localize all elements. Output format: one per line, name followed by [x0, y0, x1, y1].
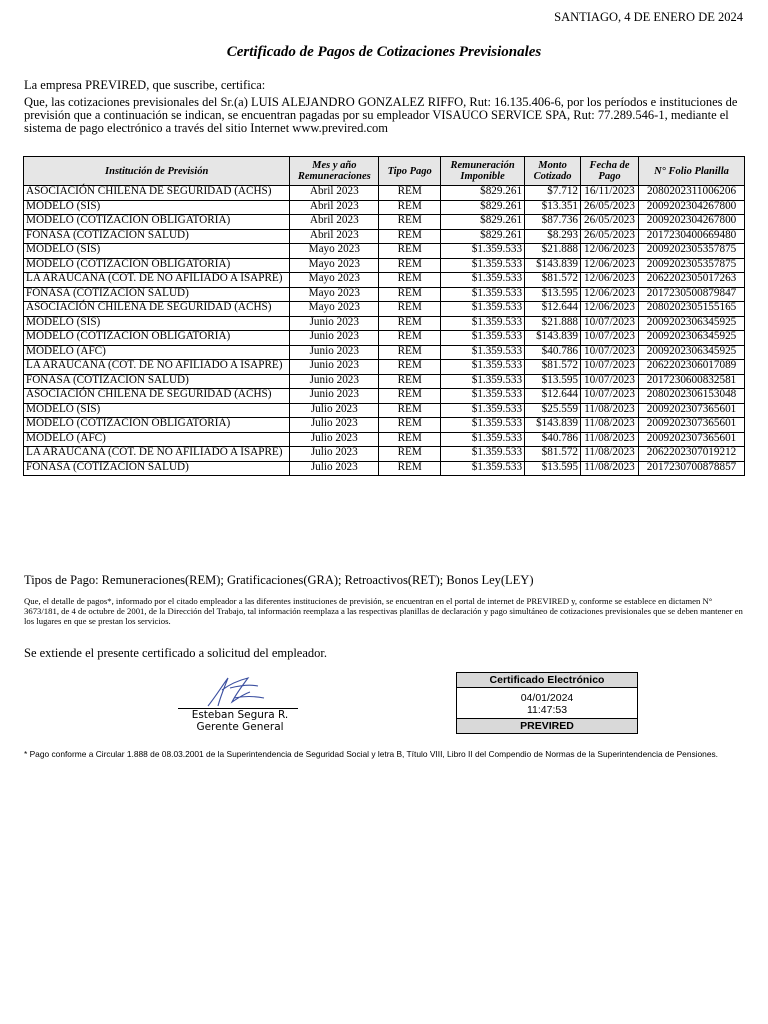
- cell-monto: $13.595: [525, 374, 581, 389]
- cell-mes-ano: Mayo 2023: [290, 273, 379, 288]
- cell-folio: 2009202304267800: [639, 215, 745, 230]
- cell-tipo-pago: REM: [379, 461, 441, 476]
- certification-body: Que, las cotizaciones previsionales del Sr.(a) LUIS ALEJANDRO GONZALEZ RIFFO, Rut: 16.135.406-6, por los períodos e instituciones de previsión que a continuación se indican, se encuentran pagadas por su empleador VISAUCO SERVICE SPA, Rut: 77.289.546-1, mediante el sistema de pago electrónico a través del sitio Internet www.previred.com: [24, 95, 738, 136]
- cell-institucion: MODELO (SIS): [24, 244, 290, 259]
- cell-tipo-pago: REM: [379, 316, 441, 331]
- cell-remuneracion: $1.359.533: [441, 447, 525, 462]
- table-row: [24, 418, 745, 433]
- cell-remuneracion: $1.359.533: [441, 432, 525, 447]
- table-row: [24, 345, 745, 360]
- footnote: * Pago conforme a Circular 1.888 de 08.03.2001 de la Superintendencia de Seguridad Social y letra B, Título VIII, Libro II del Compendio de Normas de la Superintendencia de Pensiones.: [24, 749, 719, 759]
- table-row: [24, 403, 745, 418]
- header-folio: N° Folio Planilla: [639, 157, 745, 186]
- cell-monto: $12.644: [525, 302, 581, 317]
- cell-folio: 2009202306345925: [639, 331, 745, 346]
- cell-remuneracion: $1.359.533: [441, 418, 525, 433]
- cell-remuneracion: $1.359.533: [441, 258, 525, 273]
- cell-institucion: MODELO (SIS): [24, 316, 290, 331]
- cell-institucion: ASOCIACIÓN CHILENA DE SEGURIDAD (ACHS): [24, 389, 290, 404]
- table-row: [24, 302, 745, 317]
- cell-mes-ano: Junio 2023: [290, 374, 379, 389]
- table-row: [24, 374, 745, 389]
- cell-folio: 2009202306345925: [639, 316, 745, 331]
- cell-remuneracion: $1.359.533: [441, 316, 525, 331]
- cell-monto: $21.888: [525, 244, 581, 259]
- table-row: [24, 273, 745, 288]
- table-body: [24, 186, 745, 476]
- cell-fecha: 11/08/2023: [581, 461, 639, 476]
- cell-fecha: 12/06/2023: [581, 287, 639, 302]
- cell-institucion: FONASA (COTIZACION SALUD): [24, 229, 290, 244]
- cell-remuneracion: $1.359.533: [441, 287, 525, 302]
- cell-folio: 2009202307365601: [639, 432, 745, 447]
- document-date: SANTIAGO, 4 DE ENERO DE 2024: [554, 10, 743, 24]
- table-row: [24, 229, 745, 244]
- cell-institucion: LA ARAUCANA (COT. DE NO AFILIADO A ISAPRE): [24, 447, 290, 462]
- cell-tipo-pago: REM: [379, 287, 441, 302]
- cell-fecha: 26/05/2023: [581, 215, 639, 230]
- signatory: [178, 710, 302, 733]
- cell-institucion: FONASA (COTIZACION SALUD): [24, 374, 290, 389]
- cell-mes-ano: Julio 2023: [290, 461, 379, 476]
- cell-tipo-pago: REM: [379, 302, 441, 317]
- cell-mes-ano: Junio 2023: [290, 360, 379, 375]
- cell-folio: 2062202306017089: [639, 360, 745, 375]
- payment-types-legend: Tipos de Pago: Remuneraciones(REM); Gratificaciones(GRA); Retroactivos(RET); Bonos Ley(LEY): [24, 573, 534, 587]
- cell-folio: 2009202305357875: [639, 258, 745, 273]
- cell-folio: 2080202305155165: [639, 302, 745, 317]
- cell-institucion: ASOCIACIÓN CHILENA DE SEGURIDAD (ACHS): [24, 302, 290, 317]
- cell-tipo-pago: REM: [379, 273, 441, 288]
- cell-folio: 2017230400669480: [639, 229, 745, 244]
- table-row: [24, 215, 745, 230]
- cell-remuneracion: $829.261: [441, 186, 525, 201]
- cell-folio: 2017230600832581: [639, 374, 745, 389]
- header-tipo-pago: Tipo Pago: [379, 157, 441, 186]
- cell-monto: $81.572: [525, 360, 581, 375]
- cell-remuneracion: $829.261: [441, 229, 525, 244]
- header-fecha: Fecha de Pago: [581, 157, 639, 186]
- cell-institucion: MODELO (SIS): [24, 403, 290, 418]
- cell-folio: 2017230700878857: [639, 461, 745, 476]
- cell-folio: 2009202305357875: [639, 244, 745, 259]
- cell-mes-ano: Mayo 2023: [290, 287, 379, 302]
- cell-fecha: 10/07/2023: [581, 345, 639, 360]
- cell-monto: $87.736: [525, 215, 581, 230]
- cell-remuneracion: $1.359.533: [441, 302, 525, 317]
- cell-monto: $13.595: [525, 461, 581, 476]
- cell-monto: $25.559: [525, 403, 581, 418]
- cell-folio: 2009202304267800: [639, 200, 745, 215]
- cell-folio: 2080202311006206: [639, 186, 745, 201]
- table-row: [24, 200, 745, 215]
- cell-folio: 2017230500879847: [639, 287, 745, 302]
- cell-mes-ano: Julio 2023: [290, 432, 379, 447]
- cell-monto: $13.595: [525, 287, 581, 302]
- cell-fecha: 11/08/2023: [581, 432, 639, 447]
- header-mes-ano: Mes y año Remuneraciones: [290, 157, 379, 186]
- cell-tipo-pago: REM: [379, 418, 441, 433]
- cell-institucion: FONASA (COTIZACION SALUD): [24, 461, 290, 476]
- cell-tipo-pago: REM: [379, 447, 441, 462]
- cell-monto: $40.786: [525, 432, 581, 447]
- signature-icon: [178, 672, 302, 712]
- cell-remuneracion: $1.359.533: [441, 273, 525, 288]
- cell-institucion: MODELO (COTIZACION OBLIGATORIA): [24, 331, 290, 346]
- cell-institucion: FONASA (COTIZACION SALUD): [24, 287, 290, 302]
- cell-remuneracion: $1.359.533: [441, 345, 525, 360]
- cell-fecha: 11/08/2023: [581, 403, 639, 418]
- cell-mes-ano: Junio 2023: [290, 331, 379, 346]
- table-row: [24, 331, 745, 346]
- cell-mes-ano: Mayo 2023: [290, 302, 379, 317]
- cell-mes-ano: Abril 2023: [290, 215, 379, 230]
- cell-monto: $7.712: [525, 186, 581, 201]
- cell-remuneracion: $829.261: [441, 215, 525, 230]
- signatory-name: Esteban Segura R.: [191, 709, 289, 721]
- cell-institucion: MODELO (AFC): [24, 432, 290, 447]
- cell-monto: $81.572: [525, 447, 581, 462]
- request-statement: Se extiende el presente certificado a solicitud del empleador.: [24, 646, 328, 660]
- cell-fecha: 10/07/2023: [581, 331, 639, 346]
- cell-fecha: 12/06/2023: [581, 302, 639, 317]
- table-row: [24, 186, 745, 201]
- table-row: [24, 389, 745, 404]
- cell-mes-ano: Julio 2023: [290, 447, 379, 462]
- table-row: [24, 258, 745, 273]
- cell-institucion: LA ARAUCANA (COT. DE NO AFILIADO A ISAPRE): [24, 360, 290, 375]
- cell-mes-ano: Julio 2023: [290, 403, 379, 418]
- cell-fecha: 16/11/2023: [581, 186, 639, 201]
- cell-fecha: 12/06/2023: [581, 258, 639, 273]
- intro-text: La empresa PREVIRED, que suscribe, certifica:: [24, 78, 266, 92]
- cell-mes-ano: Abril 2023: [290, 229, 379, 244]
- cell-monto: $21.888: [525, 316, 581, 331]
- cell-mes-ano: Junio 2023: [290, 345, 379, 360]
- cell-tipo-pago: REM: [379, 345, 441, 360]
- cell-fecha: 26/05/2023: [581, 229, 639, 244]
- cell-tipo-pago: REM: [379, 258, 441, 273]
- cell-tipo-pago: REM: [379, 331, 441, 346]
- certificate-issuer: PREVIRED: [457, 718, 637, 733]
- cell-tipo-pago: REM: [379, 200, 441, 215]
- cell-folio: 2009202307365601: [639, 403, 745, 418]
- cell-institucion: MODELO (COTIZACION OBLIGATORIA): [24, 215, 290, 230]
- table-row: [24, 316, 745, 331]
- cell-institucion: MODELO (SIS): [24, 200, 290, 215]
- cell-folio: 2009202307365601: [639, 418, 745, 433]
- cell-fecha: 12/06/2023: [581, 273, 639, 288]
- electronic-certificate-box: [456, 672, 638, 734]
- certificate-title: Certificado Electrónico: [457, 673, 637, 688]
- cell-mes-ano: Junio 2023: [290, 316, 379, 331]
- cell-monto: $143.839: [525, 258, 581, 273]
- cell-tipo-pago: REM: [379, 389, 441, 404]
- cell-mes-ano: Mayo 2023: [290, 244, 379, 259]
- table-row: [24, 432, 745, 447]
- header-institucion: Institución de Previsión: [24, 157, 290, 186]
- cell-folio: 2062202307019212: [639, 447, 745, 462]
- cell-mes-ano: Mayo 2023: [290, 258, 379, 273]
- cell-tipo-pago: REM: [379, 432, 441, 447]
- table-row: [24, 461, 745, 476]
- cell-fecha: 10/07/2023: [581, 360, 639, 375]
- table-row: [24, 244, 745, 259]
- cell-tipo-pago: REM: [379, 360, 441, 375]
- cell-fecha: 10/07/2023: [581, 374, 639, 389]
- cell-fecha: 26/05/2023: [581, 200, 639, 215]
- cell-tipo-pago: REM: [379, 186, 441, 201]
- cell-monto: $12.644: [525, 389, 581, 404]
- cell-monto: $81.572: [525, 273, 581, 288]
- cell-tipo-pago: REM: [379, 244, 441, 259]
- table-row: [24, 287, 745, 302]
- payments-table: [23, 156, 745, 476]
- cell-fecha: 10/07/2023: [581, 316, 639, 331]
- cell-remuneracion: $829.261: [441, 200, 525, 215]
- table-row: [24, 447, 745, 462]
- cell-monto: $40.786: [525, 345, 581, 360]
- cell-fecha: 11/08/2023: [581, 447, 639, 462]
- cell-fecha: 11/08/2023: [581, 418, 639, 433]
- cell-tipo-pago: REM: [379, 215, 441, 230]
- cell-mes-ano: Abril 2023: [290, 200, 379, 215]
- cell-remuneracion: $1.359.533: [441, 331, 525, 346]
- table-row: [24, 360, 745, 375]
- cell-remuneracion: $1.359.533: [441, 374, 525, 389]
- cell-institucion: MODELO (COTIZACION OBLIGATORIA): [24, 258, 290, 273]
- certificate-date: 04/01/2024: [520, 692, 574, 704]
- cell-remuneracion: $1.359.533: [441, 244, 525, 259]
- cell-folio: 2080202306153048: [639, 389, 745, 404]
- cell-fecha: 10/07/2023: [581, 389, 639, 404]
- cell-remuneracion: $1.359.533: [441, 403, 525, 418]
- cell-monto: $13.351: [525, 200, 581, 215]
- cell-tipo-pago: REM: [379, 403, 441, 418]
- cell-folio: 2009202306345925: [639, 345, 745, 360]
- cell-folio: 2062202305017263: [639, 273, 745, 288]
- cell-institucion: LA ARAUCANA (COT. DE NO AFILIADO A ISAPRE): [24, 273, 290, 288]
- header-monto: Monto Cotizado: [525, 157, 581, 186]
- cell-monto: $143.839: [525, 331, 581, 346]
- cell-fecha: 12/06/2023: [581, 244, 639, 259]
- certificate-time: 11:47:53: [526, 704, 568, 716]
- cell-mes-ano: Abril 2023: [290, 186, 379, 201]
- cell-institucion: MODELO (COTIZACION OBLIGATORIA): [24, 418, 290, 433]
- cell-institucion: MODELO (AFC): [24, 345, 290, 360]
- signatory-role: Gerente General: [196, 720, 284, 733]
- cell-mes-ano: Julio 2023: [290, 418, 379, 433]
- document-title: Certificado de Pagos de Cotizaciones Previsionales: [226, 44, 542, 60]
- cell-tipo-pago: REM: [379, 374, 441, 389]
- cell-remuneracion: $1.359.533: [441, 389, 525, 404]
- cell-monto: $8.293: [525, 229, 581, 244]
- cell-remuneracion: $1.359.533: [441, 461, 525, 476]
- cell-institucion: ASOCIACIÓN CHILENA DE SEGURIDAD (ACHS): [24, 186, 290, 201]
- cell-tipo-pago: REM: [379, 229, 441, 244]
- cell-monto: $143.839: [525, 418, 581, 433]
- detail-paragraph: Que, el detalle de pagos*, informado por el citado empleador a las diferentes instituciones de previsión, se encuentran en el portal de internet de PREVIRED y, conforme se establece en dictamen N° 3673/181, de 4 de octubre de 2001, de la Dirección del Trabajo, tal información reemplaza a las respectivas planillas de declaración y pago simultáneo de cotizaciones previsionales que se deben mantener en los lugares en que se prestan los servicios.: [24, 596, 743, 626]
- header-remuneracion: Remuneración Imponible: [441, 157, 525, 186]
- cell-remuneracion: $1.359.533: [441, 360, 525, 375]
- table-header-row: [24, 157, 745, 186]
- cell-mes-ano: Junio 2023: [290, 389, 379, 404]
